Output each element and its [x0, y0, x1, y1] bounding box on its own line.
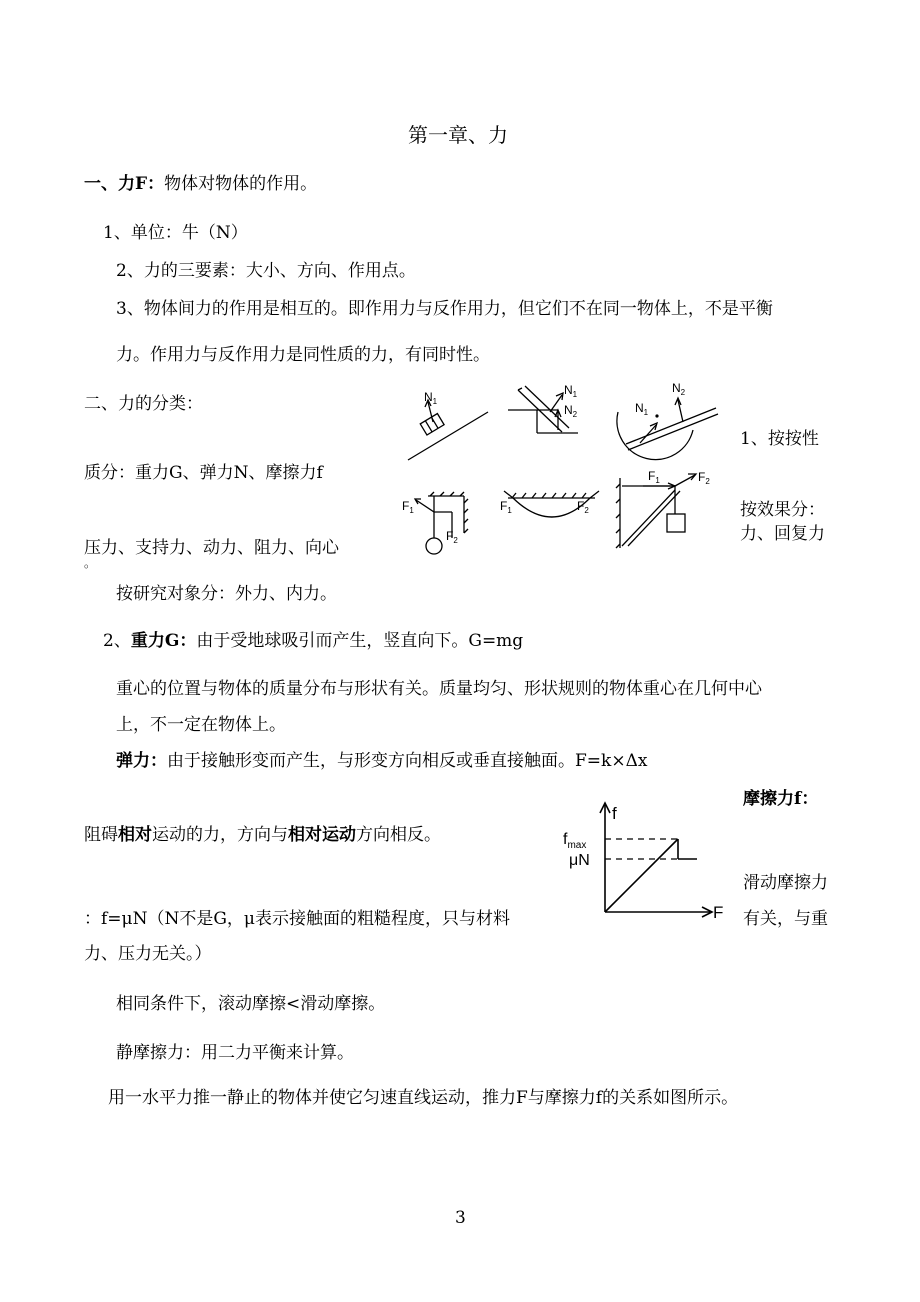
- label-f2-f: $F_2$: [698, 470, 710, 486]
- label-n2-b: $N_2$: [564, 403, 578, 419]
- label-f2-d: $F_2$: [446, 529, 458, 545]
- push-description: 用一水平力推一静止的物体并使它匀速直线运动，推力F与摩擦力f的关系如图所示。: [108, 1088, 739, 1108]
- friction-t2: 运动的力，方向与: [152, 825, 288, 845]
- sliding-side: 滑动摩擦力: [743, 873, 828, 893]
- classification-by-effect-end: 。: [84, 556, 97, 570]
- friction-b1: 相对: [118, 825, 152, 845]
- point-three-elements: 2、力的三要素：大小、方向、作用点。: [116, 261, 416, 281]
- friction-b2: 相对运动: [288, 825, 356, 845]
- rod-2: [525, 386, 569, 428]
- gravity-label: 2、: [103, 631, 131, 651]
- page-title: 第一章、力: [408, 123, 508, 147]
- label-f1-e: $F_1$: [500, 499, 512, 515]
- mun-label: μN: [569, 852, 590, 869]
- incline-line: [408, 412, 488, 460]
- label-n2-c: $N_2$: [672, 381, 686, 397]
- page-number: 3: [455, 1208, 466, 1228]
- rod-1: [518, 390, 562, 432]
- static-friction: 静摩擦力：用二力平衡来计算。: [116, 1043, 354, 1063]
- friction-graph: [555, 795, 735, 920]
- friction-line: [84, 824, 441, 846]
- f-axis-label: f: [612, 804, 617, 823]
- point-unit: 1、单位：牛（N）: [103, 223, 248, 243]
- side-text-1: 1、按按性: [740, 429, 819, 449]
- side-text-2: 按效果分：: [740, 500, 825, 520]
- gravity-text: 由于受地球吸引而产生，竖直向下。G=mg: [196, 631, 524, 651]
- rolling-friction: 相同条件下，滚动摩擦<滑动摩擦。: [116, 994, 386, 1014]
- f2-arrow-5: [590, 491, 599, 498]
- hanging-ball: [426, 538, 442, 554]
- label-f1-d: $F_1$: [402, 499, 414, 515]
- boom-2: [628, 491, 680, 546]
- friction-head: 摩擦力f：: [743, 789, 819, 809]
- point-mutual-a: 3、物体间力的作用是相互的。即作用力与反作用力，但它们不在同一物体上，不是平衡: [116, 299, 773, 319]
- elastic-line: [116, 750, 647, 772]
- section-1: [84, 173, 317, 195]
- formula-end: 力、压力无关。）: [84, 944, 212, 964]
- section-1-head: 一、力F：: [84, 174, 165, 194]
- classification-by-object: 按研究对象分：外力、内力。: [116, 584, 337, 604]
- gravity-line: [103, 630, 523, 652]
- label-n1-a: $N_1$: [424, 390, 438, 406]
- f2-arrow-6: [675, 475, 695, 486]
- friction-t1: 阻碍: [84, 825, 118, 845]
- center-of-gravity-a: 重心的位置与物体的质量分布与形状有关。质量均匀、形状规则的物体重心在几何中心: [116, 679, 762, 699]
- label-n1-b: $N_1$: [564, 383, 578, 399]
- static-friction-line: [605, 839, 678, 912]
- center-of-gravity-b: 上，不一定在物体上。: [116, 715, 286, 735]
- section-1-text: 物体对物体的作用。: [164, 174, 318, 194]
- label-f2-e: $F_2$: [577, 499, 589, 515]
- section-2-head: 二、力的分类：: [84, 394, 203, 414]
- elastic-head: 弹力：: [116, 751, 167, 771]
- classification-by-nature: 质分：重力G、弹力N、摩擦力f: [84, 463, 323, 483]
- label-f1-f: $F_1$: [648, 469, 660, 485]
- f1-arrow-5: [504, 491, 513, 498]
- bowl-arc: [617, 412, 693, 460]
- classification-by-effect: 压力、支持力、动力、阻力、向心: [84, 538, 339, 558]
- friction-formula: ：f=μN（N不是G，μ表示接触面的粗糙程度，只与材料: [84, 909, 510, 929]
- F-axis-label: F: [713, 903, 724, 922]
- side-text-3: 力、回复力: [740, 524, 825, 544]
- fmax-label: $f_{max}$: [563, 831, 587, 851]
- elastic-text: 由于接触形变而产生，与形变方向相反或垂直接触面。F=k×Δx: [167, 751, 648, 771]
- gravity-head: 重力G：: [130, 631, 197, 651]
- f1-arrow-4: [416, 500, 434, 512]
- crane-weight: [667, 514, 685, 532]
- point-mutual-b: 力。作用力与反作用力是同性质的力，有同时性。: [116, 345, 490, 365]
- label-n1-c: $N_1$: [635, 401, 649, 417]
- force-diagrams: [400, 378, 730, 563]
- friction-t3: 方向相反。: [356, 825, 441, 845]
- formula-side: 有关，与重: [743, 909, 828, 929]
